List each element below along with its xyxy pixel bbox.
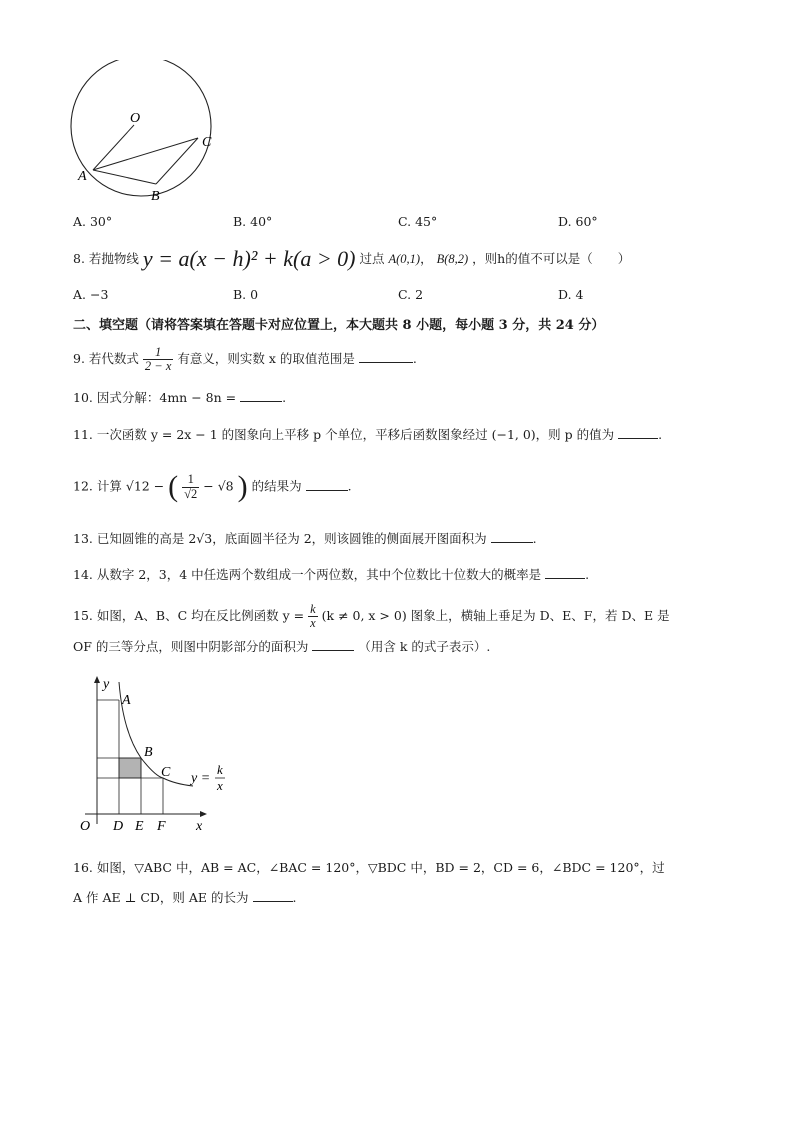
q11-line: 11. 一次函数 y = 2x − 1 的图象向上平移 p 个单位，平移后函数图象经过 (−1, 0)，则 p 的值为 . — [73, 427, 663, 442]
q16-line-2: A 作 AE ⊥ CD，则 AE 的长为 . — [73, 890, 297, 905]
q12-line: 12. 计算 √12 − ( $\frac{1}{√2}$ − √8 ) 的结果为 . — [73, 470, 352, 503]
q9-fraction — [143, 346, 173, 373]
q8-point-b: B(8,2) — [436, 252, 469, 266]
q14-answer-blank — [545, 577, 585, 579]
label-y: y — [103, 677, 110, 692]
q7-option-d: D. 60° — [558, 214, 598, 229]
label-D: D — [113, 819, 124, 834]
label-curve: y = — [191, 771, 211, 786]
q8-formula: y = a(x − h)² + k(a > 0) — [142, 246, 356, 271]
q8-option-a: A. −3 — [73, 287, 109, 302]
label-curve-den: x — [217, 778, 223, 793]
q15-frac-num: k — [310, 602, 316, 616]
q8-mid: 过点 — [359, 251, 385, 266]
label-C: C — [202, 135, 212, 150]
q12-answer-blank — [306, 489, 348, 491]
q15-frac-den: x — [310, 616, 316, 631]
q9-frac-num: 1 — [143, 346, 173, 360]
q15-line1-post: (k ≠ 0, x > 0) 图象上，横轴上垂足为 D、E、F，若 D、E 是 — [321, 608, 670, 624]
q9-number: 9. — [73, 351, 85, 367]
q13-text: 已知圆锥的高是 2√3，底面圆半径为 2，则该圆锥的侧面展开图面积为 — [96, 531, 487, 546]
q12-fraction — [182, 473, 199, 500]
q12-frac-num: 1 — [182, 473, 199, 487]
q14-number: 14. — [73, 567, 93, 582]
q8-number: 8. — [73, 251, 85, 266]
label-x: x — [196, 819, 203, 834]
section-2-title: 二、填空题（请将答案填在答题卡对应位置上，本大题共 8 小题，每小题 3 分，共 24 分） — [73, 318, 605, 333]
q8-option-b: B. 0 — [233, 287, 259, 302]
shaded-region — [119, 758, 141, 778]
q13-line: 13. 已知圆锥的高是 2√3，底面圆半径为 2，则该圆锥的侧面展开图面积为 . — [73, 531, 537, 546]
q12-inner: − √8 — [203, 478, 234, 494]
q8-option-c: C. 2 — [398, 287, 424, 302]
label-F: F — [157, 819, 166, 834]
circle-outline — [71, 60, 211, 196]
q15-line-2 — [73, 641, 490, 654]
q15-answer-blank — [312, 649, 354, 651]
q15-graph-figure — [75, 672, 235, 840]
q10-answer-blank — [240, 400, 282, 402]
q12-paren-close: ) — [237, 470, 248, 503]
q13-number: 13. — [73, 531, 93, 546]
q15-line-1 — [73, 603, 670, 630]
x-axis-arrow — [200, 811, 207, 817]
q12-paren-open: ( — [168, 470, 179, 503]
label-O: O — [80, 819, 91, 834]
q9-post: 有意义，则实数 x 的取值范围是 — [177, 351, 355, 367]
q9-pre: 若代数式 — [88, 351, 139, 367]
q16-line2: A 作 AE ⊥ CD，则 AE 的长为 — [73, 890, 249, 905]
q9-answer-blank — [359, 361, 413, 363]
q11-answer-blank — [618, 437, 658, 439]
q11-number: 11. — [73, 427, 93, 442]
q10-text: 因式分解：4mn − 8n = — [96, 390, 237, 405]
label-E: E — [135, 819, 144, 834]
q15-line2-pre: OF 的三等分点，则图中阴影部分的面积为 — [73, 639, 309, 654]
q12-frac-den: √2 — [184, 486, 198, 501]
label-B: B — [151, 189, 160, 204]
q7-option-a: A. 30° — [73, 214, 113, 229]
q9-line: 9. 若代数式 $\frac{1}{2 - x}$ 有意义，则实数 x 的取值范围是 . — [73, 345, 417, 374]
y-axis-arrow — [94, 676, 100, 683]
q7-option-c: C. 45° — [398, 214, 438, 229]
q8-pre: 若抛物线 — [88, 251, 139, 266]
q8-post: ，则h的值不可以是（ ） — [472, 251, 631, 266]
q13-answer-blank — [491, 541, 533, 543]
q15-number: 15. — [73, 608, 93, 624]
q9-frac-den: 2 − x — [144, 359, 172, 374]
q16-line-1 — [73, 862, 665, 875]
q11-text: 一次函数 y = 2x − 1 的图象向上平移 p 个单位，平移后函数图象经过 (−1, 0)，则 p 的值为 — [96, 427, 615, 442]
label-C: C — [161, 765, 171, 780]
label-B: B — [144, 745, 153, 760]
q8-point-a: A(0,1) — [388, 252, 421, 266]
q15-fraction — [308, 603, 318, 630]
q16-answer-blank — [253, 900, 293, 902]
q8-line: 8. 若抛物线 y = a(x − h)² + k(a > 0) 过点 A(0,1)， B(8,2) ，则h的值不可以是（ ） — [73, 246, 631, 271]
q7-circle-figure — [60, 60, 230, 210]
segment-AC — [93, 138, 198, 170]
q16-line1: 如图，▽ABC 中，AB = AC，∠BAC = 120°，▽BDC 中，BD = 2，CD = 6，∠BDC = 120°，过 — [96, 860, 665, 875]
label-curve-num: k — [217, 762, 223, 777]
q10-line: 10. 因式分解：4mn − 8n = . — [73, 390, 287, 405]
label-O: O — [130, 111, 141, 126]
q12-number: 12. — [73, 478, 93, 494]
q14-line: 14. 从数字 2，3，4 中任选两个数组成一个两位数，其中个位数比十位数大的概率是 . — [73, 567, 590, 582]
segment-AB — [93, 170, 156, 184]
q15-line1-pre: 如图，A、B、C 均在反比例函数 y = — [96, 608, 305, 624]
q10-number: 10. — [73, 390, 93, 405]
q14-text: 从数字 2，3，4 中任选两个数组成一个两位数，其中个位数比十位数大的概率是 — [96, 567, 542, 582]
label-A: A — [78, 169, 87, 184]
q12-post: 的结果为 — [251, 478, 302, 494]
q15-line2-post: （用含 k 的式子表示）. — [358, 639, 491, 654]
q12-pre: 计算 √12 − — [96, 478, 165, 494]
q7-option-b: B. 40° — [233, 214, 273, 229]
q16-number: 16. — [73, 860, 93, 875]
q8-option-d: D. 4 — [558, 287, 584, 302]
label-A: A — [122, 693, 131, 708]
